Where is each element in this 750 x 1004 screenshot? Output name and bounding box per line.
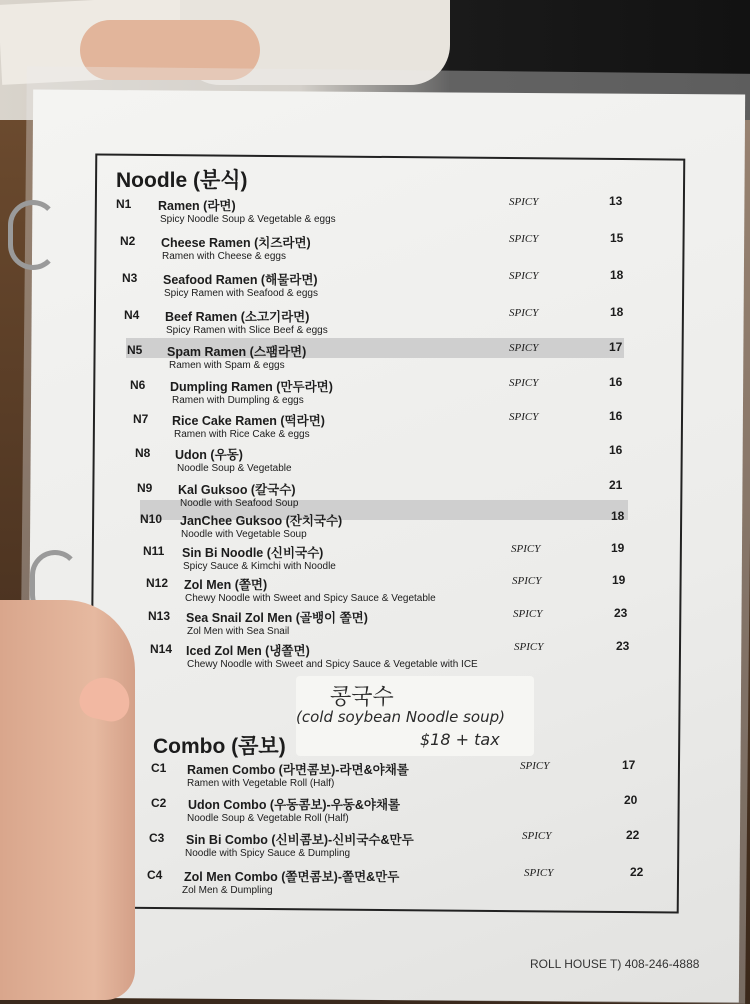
noodle-item-description: Ramen with Cheese & eggs [162, 251, 286, 262]
noodle-item-code: N12 [146, 576, 169, 590]
noodle-item-price: 21 [609, 478, 623, 492]
combo-item-description: Noodle with Spicy Sauce & Dumpling [185, 848, 351, 859]
spicy-label: SPICY [513, 608, 543, 620]
noodle-item-code: N1 [116, 197, 132, 211]
noodle-item-price: 18 [611, 509, 625, 523]
noodle-item-description: Noodle with Vegetable Soup [181, 529, 307, 540]
noodle-item-code: N10 [140, 512, 163, 526]
noodle-item-name: Spam Ramen (스팸라면) [167, 345, 307, 359]
noodle-item-name: Rice Cake Ramen (떡라면) [172, 414, 325, 428]
noodle-item-code: N6 [130, 378, 146, 392]
noodle-item-description: Spicy Noodle Soup & Vegetable & eggs [160, 214, 336, 225]
noodle-item-price: 16 [609, 375, 623, 389]
spicy-label: SPICY [509, 233, 539, 245]
spicy-label: SPICY [522, 830, 552, 842]
noodle-item-price: 13 [609, 194, 623, 208]
combo-item-name: Sin Bi Combo (신비콤보)-신비국수&만두 [186, 833, 414, 847]
holding-thumb [0, 600, 135, 1000]
combo-item-name: Udon Combo (우동콤보)-우동&야채롤 [188, 798, 401, 812]
combo-item-price: 22 [630, 865, 644, 879]
noodle-item-price: 18 [610, 268, 624, 282]
noodle-item-code: N4 [124, 308, 140, 322]
spicy-label: SPICY [509, 196, 539, 208]
noodle-item-name: JanChee Guksoo (잔치국수) [180, 514, 343, 528]
noodle-item-code: N7 [133, 412, 149, 426]
restaurant-footer: ROLL HOUSE T) 408-246-4888 [530, 957, 700, 971]
combo-section-heading: Combo (콤보) [153, 735, 286, 758]
spicy-label: SPICY [509, 342, 539, 354]
combo-item-code: C1 [151, 761, 167, 775]
noodle-item-description: Spicy Ramen with Seafood & eggs [164, 288, 318, 299]
combo-item-name: Ramen Combo (라면콤보)-라면&야채롤 [187, 763, 409, 777]
noodle-item-code: N14 [150, 642, 173, 656]
handwritten-description: (cold soybean Noodle soup) [296, 708, 505, 726]
noodle-item-price: 18 [610, 305, 624, 319]
spicy-label: SPICY [509, 307, 539, 319]
combo-item-price: 20 [624, 793, 638, 807]
combo-item-price: 22 [626, 828, 640, 842]
noodle-item-name: Udon (우동) [175, 448, 243, 462]
noodle-item-price: 23 [616, 639, 630, 653]
noodle-item-description: Ramen with Dumpling & eggs [172, 395, 304, 406]
noodle-item-description: Chewy Noodle with Sweet and Spicy Sauce & Vegetable [185, 593, 436, 604]
combo-item-description: Ramen with Vegetable Roll (Half) [187, 778, 335, 789]
spicy-label: SPICY [520, 760, 550, 772]
noodle-item-price: 17 [609, 340, 623, 354]
combo-item-price: 17 [622, 758, 636, 772]
noodle-item-name: Sea Snail Zol Men (골뱅이 쫄면) [186, 611, 368, 625]
noodle-item-code: N3 [122, 271, 138, 285]
noodle-item-price: 19 [612, 573, 626, 587]
spicy-label: SPICY [511, 543, 541, 555]
combo-item-name: Zol Men Combo (쫄면콤보)-쫄면&만두 [184, 870, 400, 884]
handwritten-price: $18 + tax [420, 730, 500, 749]
spicy-label: SPICY [509, 270, 539, 282]
spicy-label: SPICY [509, 377, 539, 389]
noodle-item-name: Iced Zol Men (냉쫄면) [186, 644, 310, 658]
spicy-label: SPICY [514, 641, 544, 653]
noodle-item-code: N8 [135, 446, 151, 460]
noodle-item-price: 15 [610, 231, 624, 245]
combo-item-code: C3 [149, 831, 165, 845]
noodle-item-code: N13 [148, 609, 171, 623]
noodle-item-description: Spicy Ramen with Slice Beef & eggs [166, 325, 328, 336]
noodle-item-description: Zol Men with Sea Snail [187, 626, 290, 637]
noodle-item-description: Noodle with Seafood Soup [180, 498, 299, 509]
combo-item-code: C4 [147, 868, 163, 882]
noodle-item-description: Ramen with Spam & eggs [169, 360, 285, 371]
noodle-item-name: Seafood Ramen (해물라면) [163, 273, 318, 287]
spicy-label: SPICY [524, 867, 554, 879]
noodle-item-description: Noodle Soup & Vegetable [177, 463, 292, 474]
noodle-item-name: Beef Ramen (소고기라면) [165, 310, 310, 324]
noodle-item-description: Chewy Noodle with Sweet and Spicy Sauce & Vegetable with ICE [187, 659, 478, 670]
binder-ring-icon [8, 200, 58, 270]
noodle-item-price: 16 [609, 409, 623, 423]
noodle-section-heading: Noodle (분식) [116, 169, 248, 192]
noodle-item-code: N11 [143, 544, 165, 558]
noodle-item-description: Spicy Sauce & Kimchi with Noodle [183, 561, 336, 572]
handwritten-korean-title: 콩국수 [330, 685, 394, 710]
noodle-item-price: 19 [611, 541, 625, 555]
spicy-label: SPICY [512, 575, 542, 587]
noodle-item-code: N2 [120, 234, 136, 248]
combo-item-description: Zol Men & Dumpling [182, 885, 273, 896]
noodle-item-name: Ramen (라면) [158, 199, 236, 213]
noodle-item-name: Cheese Ramen (치즈라면) [161, 236, 311, 250]
noodle-item-price: 16 [609, 443, 623, 457]
spicy-label: SPICY [509, 411, 539, 423]
combo-item-description: Noodle Soup & Vegetable Roll (Half) [187, 813, 349, 824]
noodle-item-name: Dumpling Ramen (만두라면) [170, 380, 333, 394]
noodle-item-name: Kal Guksoo (칼국수) [178, 483, 296, 497]
noodle-item-code: N9 [137, 481, 153, 495]
noodle-item-price: 23 [614, 606, 628, 620]
noodle-item-name: Zol Men (쫄면) [184, 578, 268, 592]
noodle-item-name: Sin Bi Noodle (신비국수) [182, 546, 324, 560]
combo-item-code: C2 [151, 796, 167, 810]
noodle-item-code: N5 [127, 343, 143, 357]
noodle-item-description: Ramen with Rice Cake & eggs [174, 429, 310, 440]
